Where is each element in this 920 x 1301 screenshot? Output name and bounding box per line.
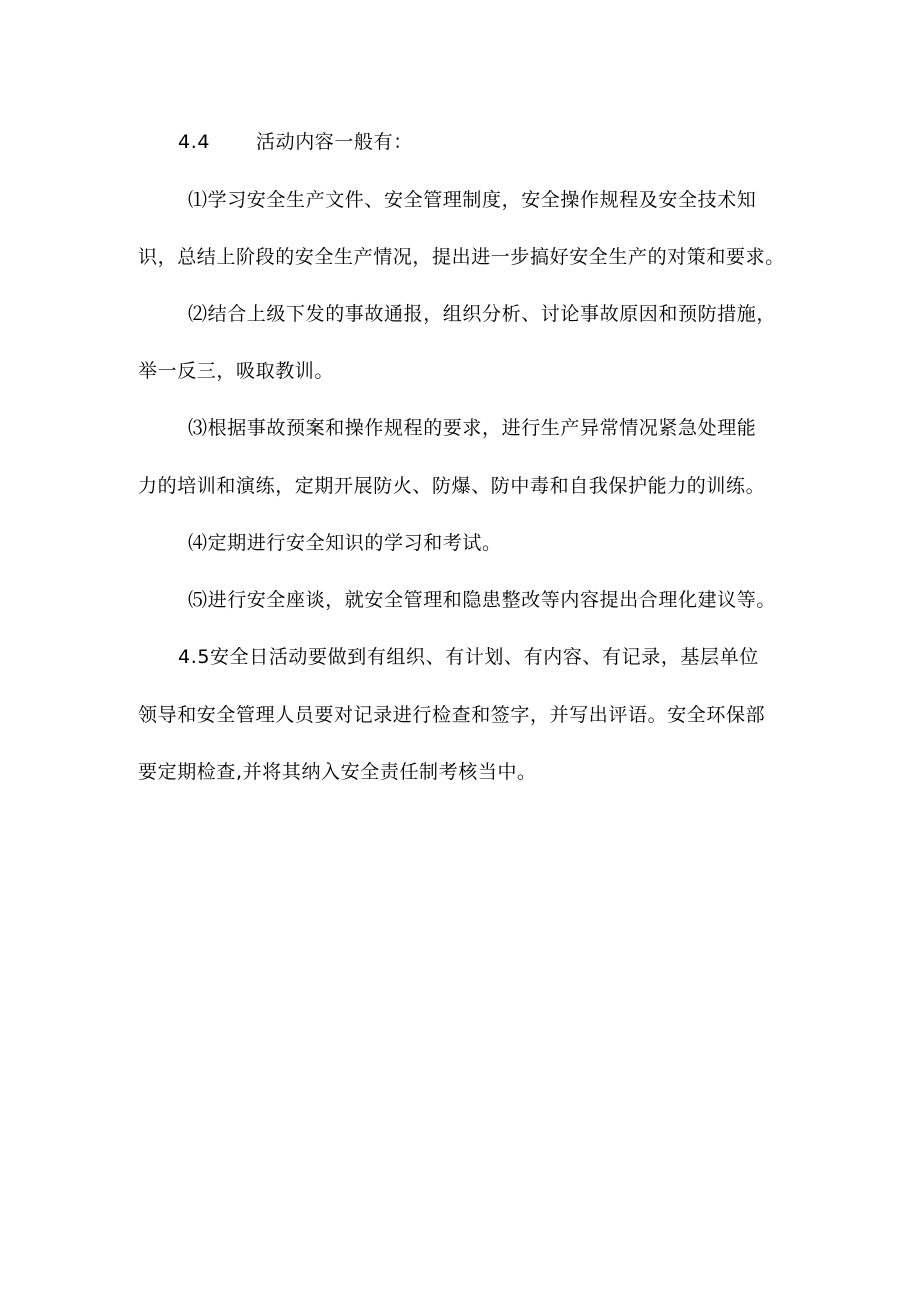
section-number: 4.4 — [178, 131, 211, 153]
section-4-4-heading — [178, 130, 413, 154]
item-1-line-1: ⑴学习安全生产文件、安全管理制度，安全操作规程及安全技术知 — [188, 189, 757, 211]
section-4-5-line-1: 4.5安全日活动要做到有组织、有计划、有内容、有记录，基层单位 — [178, 646, 759, 668]
section-4-5-line-2: 领导和安全管理人员要对记录进行检查和签字，并写出评语。安全环保部 — [138, 704, 766, 726]
item-2-line-1: ⑵结合上级下发的事故通报，组织分析、讨论事故原因和预防措施， — [188, 303, 777, 325]
section-heading-text: 活动内容一般有： — [256, 131, 413, 153]
item-3-line-1: ⑶根据事故预案和操作规程的要求，进行生产异常情况紧急处理能 — [188, 417, 757, 439]
item-5-line-1: ⑸进行安全座谈，就安全管理和隐患整改等内容提出合理化建议等。 — [188, 589, 777, 611]
section-4-5-line-3: 要定期检查,并将其纳入安全责任制考核当中。 — [138, 761, 537, 783]
item-3-line-2: 力的培训和演练，定期开展防火、防爆、防中毒和自我保护能力的训练。 — [138, 475, 766, 497]
item-1-line-2: 识，总结上阶段的安全生产情况，提出进一步搞好安全生产的对策和要求。 — [138, 246, 785, 268]
item-4-line-1: ⑷定期进行安全知识的学习和考试。 — [188, 532, 502, 554]
item-2-line-2: 举一反三，吸取教训。 — [138, 360, 335, 382]
